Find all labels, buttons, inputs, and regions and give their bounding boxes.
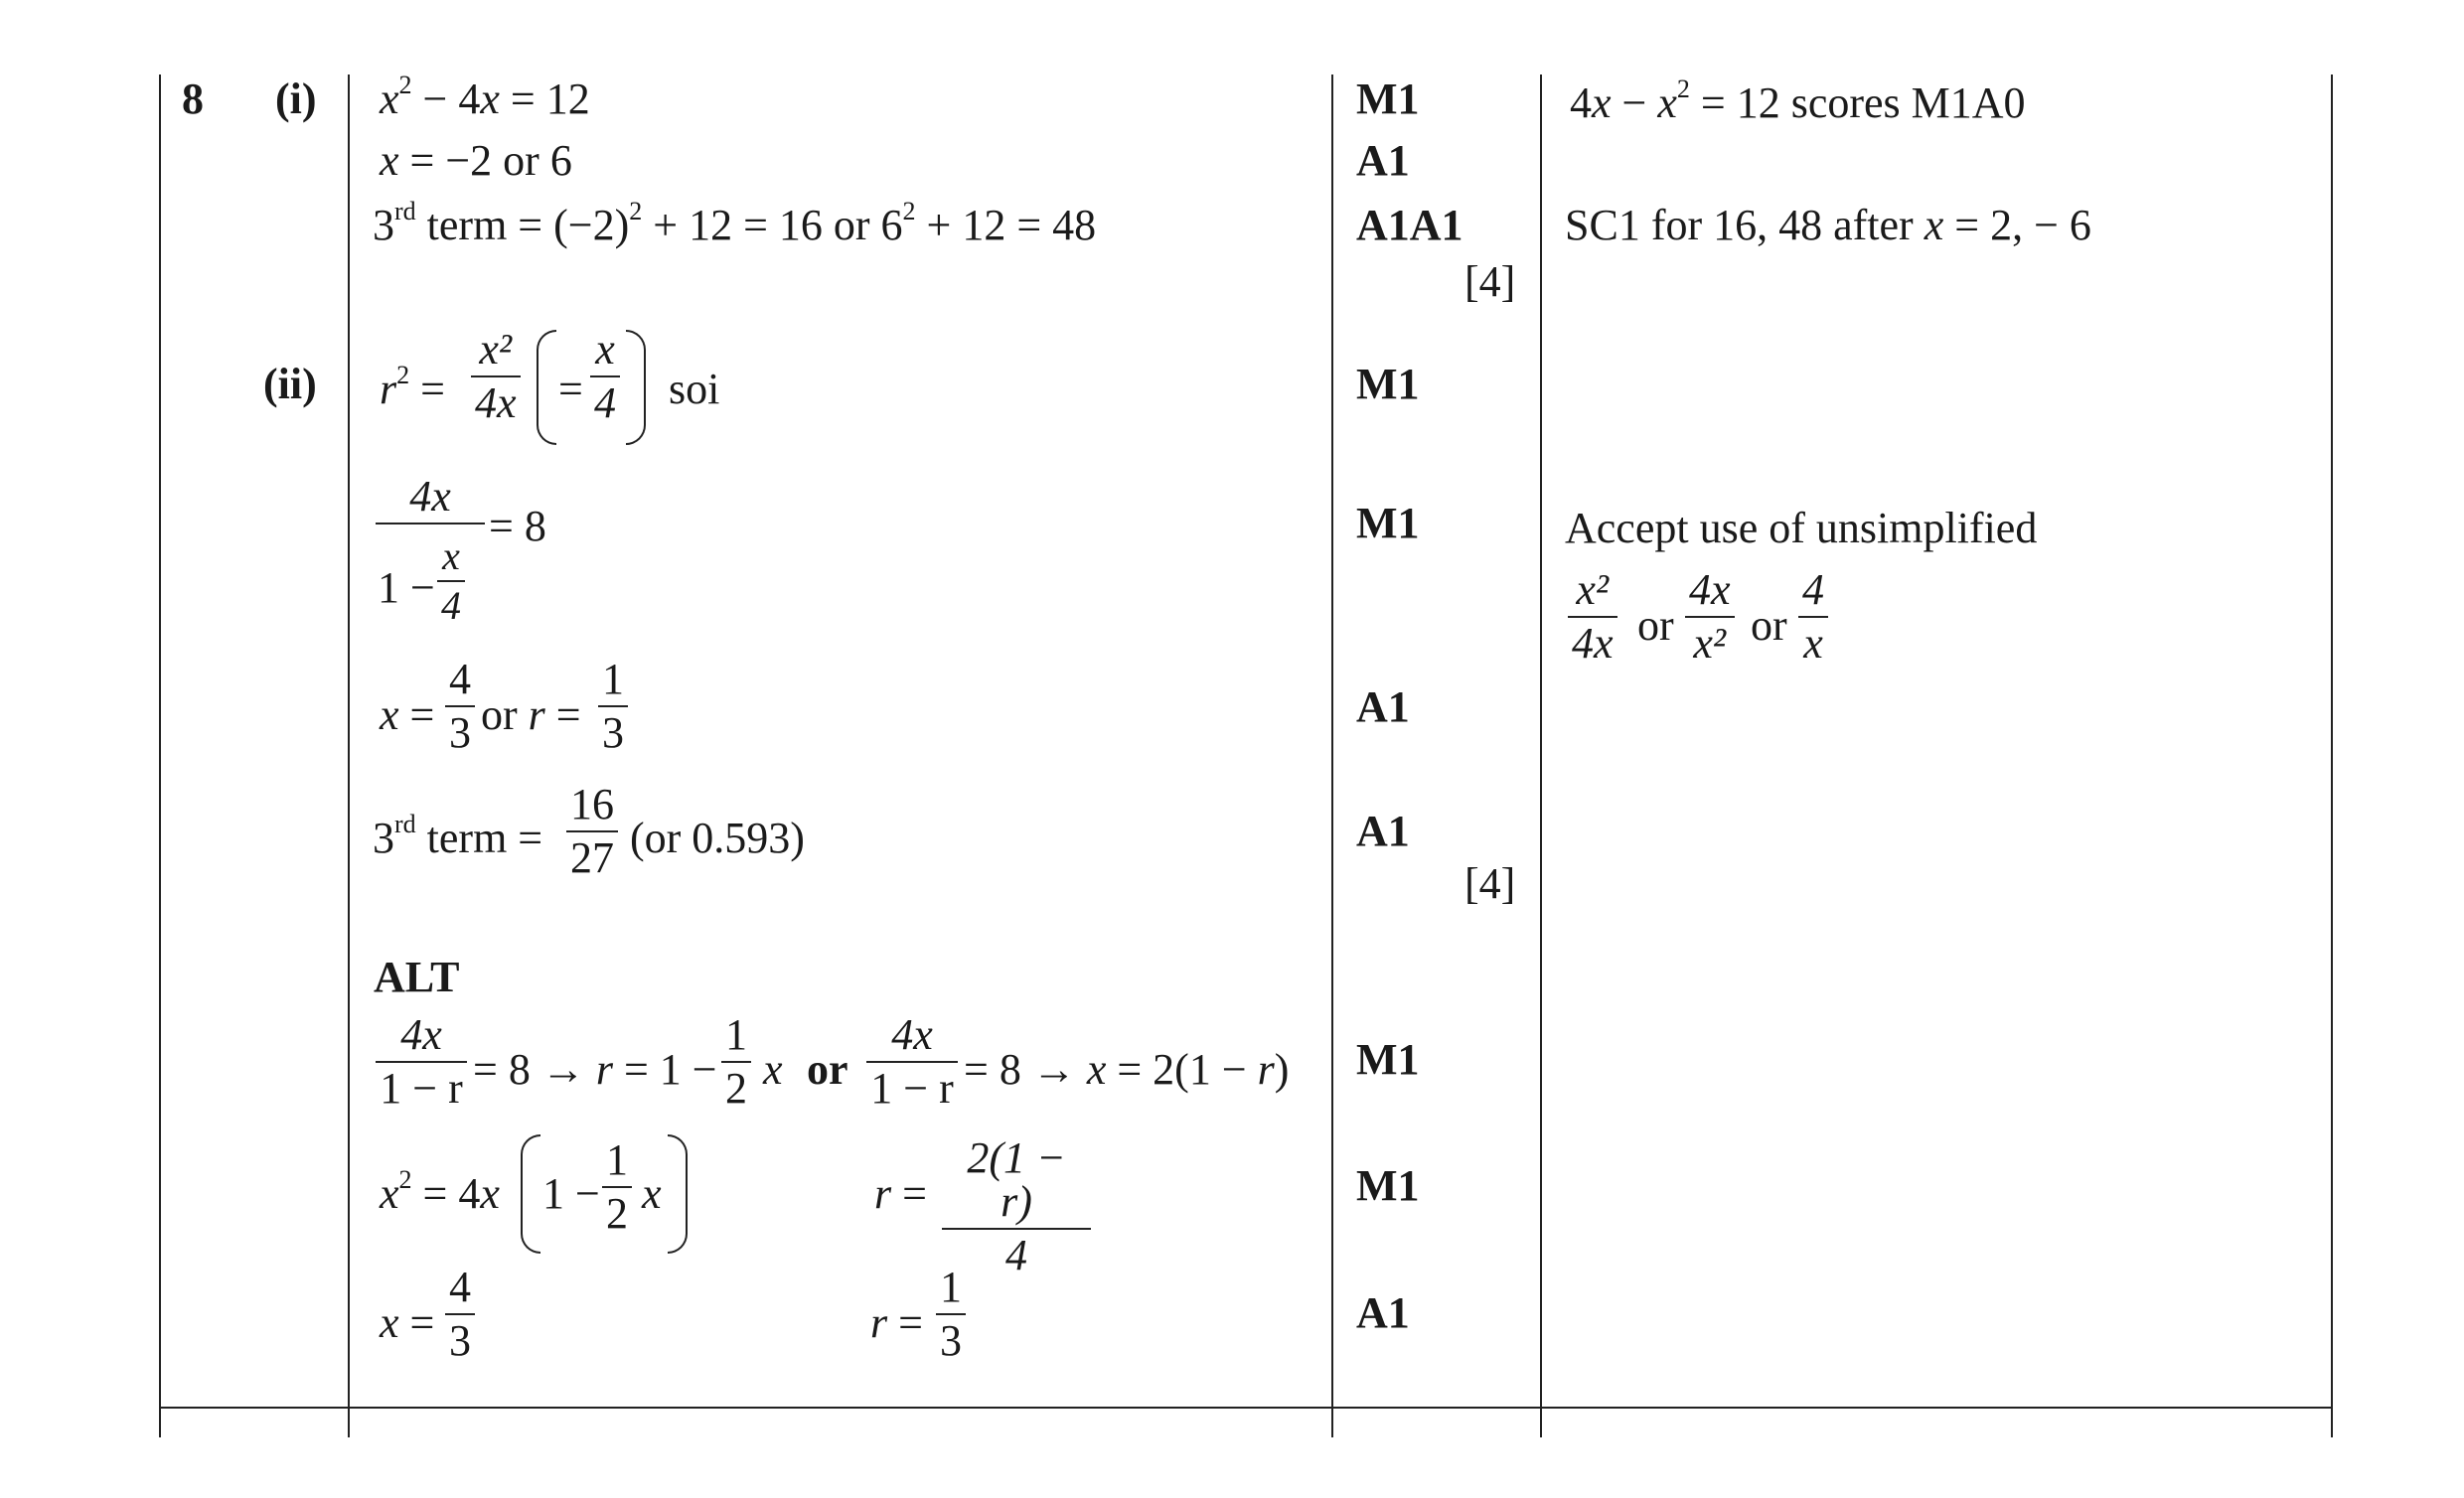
part-label-ii: (ii) <box>263 360 317 408</box>
part-ii-step-2-den: 1 − <box>378 563 435 612</box>
alt-heading: ALT <box>374 953 460 1001</box>
alt-row-2-left-inner: 1 − <box>542 1169 600 1218</box>
alt-row-2-right-lhs: r = <box>874 1169 927 1218</box>
alt-row-2-left-half: 1 2 <box>602 1138 632 1236</box>
part-ii-step-1-soi: soi <box>669 365 720 413</box>
alt-row-1-left-mid: = 8 → r = 1 − <box>473 1045 717 1094</box>
bracket-left <box>537 330 556 445</box>
part-ii-step-2-den-fraction: x 4 <box>437 536 465 626</box>
part-ii-step-4-fraction: 16 27 <box>566 783 618 880</box>
alt-row-2-right-fraction: 2(1 − r) 4 <box>942 1136 1091 1277</box>
bracket-right <box>626 330 646 445</box>
guidance-ii-or-2: or <box>1751 601 1787 650</box>
alt-row-1-right-rest: = 8 → x = 2(1 − r) <box>964 1045 1290 1094</box>
mark-alt-2: M1 <box>1356 1161 1420 1210</box>
alt-row-1-or: or <box>807 1045 848 1094</box>
guidance-i-2: SC1 for 16, 48 after x = 2, − 6 <box>1565 201 2091 249</box>
guidance-ii-frac-1: x² 4x <box>1568 568 1617 666</box>
part-ii-step-4-decimal: (or 0.593) <box>630 814 805 862</box>
mark-i-2: A1 <box>1356 136 1410 185</box>
part-ii-step-1-lhs: $r^2$ = <box>380 361 445 413</box>
alt-row-1-left-half: 1 2 <box>721 1013 751 1111</box>
part-ii-step-1-fraction-2: x 4 <box>590 328 620 425</box>
part-i-line-1: $x^2 - 4x = 12$ <box>380 71 590 123</box>
table-border-left <box>159 75 161 1437</box>
guidance-ii-frac-2: 4x x² <box>1685 568 1735 666</box>
alt-bracket-right <box>668 1134 688 1254</box>
alt-row-1-left-fraction: 4x 1 − r <box>376 1013 467 1111</box>
part-ii-step-3-or: or r = <box>481 690 581 739</box>
mark-alt-3: A1 <box>1356 1288 1410 1337</box>
total-marks-ii: [4] <box>1464 859 1516 908</box>
alt-row-1-left-x: x <box>763 1045 783 1094</box>
column-divider-marks <box>1331 75 1333 1437</box>
mark-ii-3: A1 <box>1356 682 1410 731</box>
mark-i-3: A1A1 <box>1356 201 1463 249</box>
guidance-ii-title: Accept use of unsimplified <box>1565 504 2038 552</box>
alt-row-2-left-lhs: $x^2 = 4x$ <box>380 1165 500 1218</box>
alt-bracket-left <box>521 1134 540 1254</box>
question-number: 8 <box>182 75 204 123</box>
guidance-i-1: $4x - x^2 = 12$ scores M1A0 <box>1570 75 2026 127</box>
part-ii-step-1-fraction: x² 4x <box>471 328 521 425</box>
part-ii-step-3-frac-x: 4 3 <box>445 658 475 755</box>
column-divider-guidance <box>1540 75 1542 1437</box>
alt-row-3-right-fraction: 1 3 <box>936 1266 966 1363</box>
part-i-line-3: 3rd term = $(-2)^2 + 12 = 16$ or $6^2 + 12 = 48$ <box>373 197 1097 249</box>
part-ii-step-1-eq: = <box>558 365 583 413</box>
part-ii-step-3-x: x = <box>380 690 435 739</box>
total-marks-i: [4] <box>1464 257 1516 306</box>
mark-ii-1: M1 <box>1356 360 1420 408</box>
mark-alt-1: M1 <box>1356 1035 1420 1084</box>
alt-row-3-right-lhs: r = <box>870 1298 923 1347</box>
part-ii-step-3-frac-r: 1 3 <box>598 658 628 755</box>
part-i-line-2: x = −2 or 6 <box>380 136 572 185</box>
guidance-ii-frac-3: 4 x <box>1798 568 1828 666</box>
mark-ii-4: A1 <box>1356 807 1410 855</box>
part-ii-step-2-fraction: 4x <box>376 475 485 528</box>
alt-row-1-right-fraction: 4x 1 − r <box>866 1013 958 1111</box>
column-divider-answer <box>348 75 350 1437</box>
guidance-ii-or-1: or <box>1637 601 1674 650</box>
alt-row-3-left-lhs: x = <box>380 1298 435 1347</box>
part-ii-step-4-label: 3rd term = <box>373 810 543 862</box>
part-label-i: (i) <box>275 75 317 123</box>
part-ii-step-2-rhs: = 8 <box>489 502 546 550</box>
mark-i-1: M1 <box>1356 75 1420 123</box>
alt-row-3-left-fraction: 4 3 <box>445 1266 475 1363</box>
mark-ii-2: M1 <box>1356 499 1420 547</box>
table-border-right <box>2331 75 2333 1437</box>
alt-row-2-left-x: x <box>642 1169 662 1218</box>
table-row-bottom-rule <box>159 1407 2333 1409</box>
